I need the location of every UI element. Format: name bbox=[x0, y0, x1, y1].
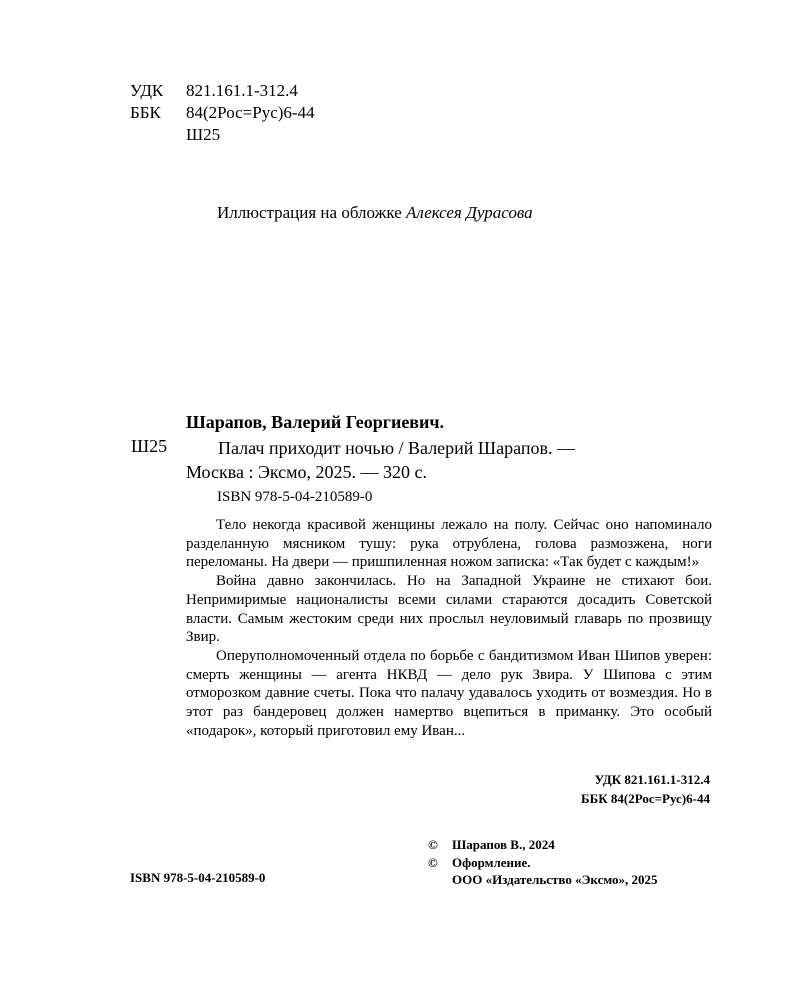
bbk-label: ББК bbox=[130, 103, 161, 122]
udk-row bbox=[130, 80, 315, 102]
copyright-author: Шарапов В., 2024 bbox=[452, 837, 555, 852]
illustration-artist: Алексея Дурасова bbox=[406, 203, 533, 222]
publisher-line: Москва : Эксмо, 2025. — 320 с. bbox=[186, 462, 428, 482]
udk-label: УДК bbox=[130, 81, 164, 100]
copyright-block bbox=[428, 836, 658, 889]
isbn-bottom: ISBN 978-5-04-210589-0 bbox=[130, 870, 266, 885]
classification-codes bbox=[130, 80, 315, 146]
udk-right: УДК 821.161.1-312.4 bbox=[594, 772, 710, 787]
record-author: Шарапов, Валерий Георгиевич. bbox=[186, 412, 445, 432]
udk-value: 821.161.1-312.4 bbox=[186, 81, 298, 100]
author-mark: Ш25 bbox=[186, 125, 221, 144]
copyright-symbol: © bbox=[428, 837, 438, 852]
copyright-symbol: © bbox=[428, 854, 438, 870]
title-line: Палач приходит ночью / Валерий Шарапов. — bbox=[218, 438, 575, 458]
copyright-design: Оформление. bbox=[452, 854, 531, 870]
record-mark: Ш25 bbox=[131, 436, 168, 456]
annotation bbox=[186, 516, 712, 740]
illustration-prefix: Иллюстрация на обложке bbox=[217, 203, 402, 222]
copyright-publisher: ООО «Издательство «Эксмо», 2025 bbox=[452, 872, 658, 887]
annotation-paragraph-1: Тело некогда красивой женщины лежало на полу. Сейчас оно напоминало разделанную мясником тушу: рука отрублена, голова размозжена, ноги переломаны. На двери — пришпиленная ножом записка: «Так будет с каждым!» bbox=[186, 517, 712, 571]
bibliographic-description bbox=[186, 436, 726, 484]
bbk-value: 84(2Рос=Рус)6-44 bbox=[186, 103, 315, 122]
bbk-row bbox=[130, 102, 315, 124]
copyright-author-row bbox=[428, 836, 658, 854]
isbn-main: ISBN 978-5-04-210589-0 bbox=[217, 489, 373, 505]
copyright-design-row bbox=[428, 854, 658, 872]
catalog-codes-right bbox=[500, 770, 710, 808]
bbk-right: ББК 84(2Рос=Рус)6-44 bbox=[581, 791, 710, 806]
annotation-paragraph-2: Война давно закончилась. Но на Западной Украине не стихают бои. Непримиримые националисты всеми силами стараются досадить Советской власти. Самым жестоким среди них прослыл неуловимый главарь по прозвищу Звир. bbox=[186, 573, 712, 646]
annotation-paragraph-3: Оперуполномоченный отдела по борьбе с бандитизмом Иван Шипов уверен: смерть женщины — агента НКВД — дело рук Звира. У Шипова с этим отморозком давние счеты. Пока что палачу удавалось уходить от возмездия. Но в этот раз бандеровец должен намертво вцепиться в приманку. Это особый «подарок», который приготовил ему Иван... bbox=[186, 647, 712, 739]
illustration-credit bbox=[217, 203, 533, 223]
